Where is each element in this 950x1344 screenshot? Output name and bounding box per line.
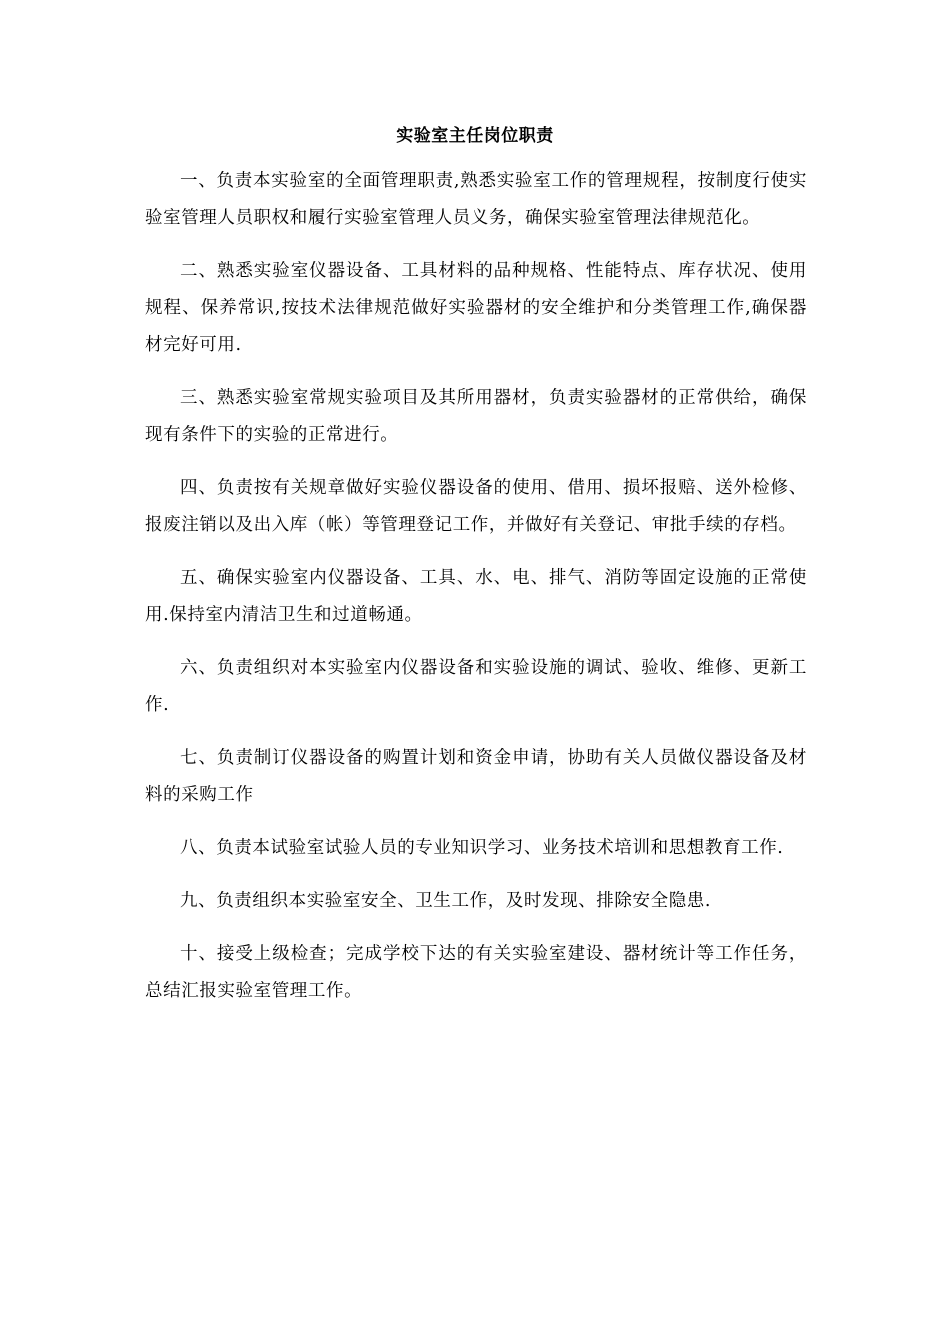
duty-paragraph-8: 八、负责本试验室试验人员的专业知识学习、业务技术培训和思想教育工作. xyxy=(180,838,784,858)
duty-paragraph-6: 六、负责组织对本实验室内仪器设备和实验设施的调试、验收、维修、更新工作. xyxy=(145,658,807,715)
duty-paragraph-5: 五、确保实验室内仪器设备、工具、水、电、排气、消防等固定设施的正常使用.保持室内清洁卫生和过道畅通。 xyxy=(145,568,807,625)
duty-paragraph-2: 二、熟悉实验室仪器设备、工具材料的品种规格、性能特点、库存状况、使用规程、保养常识,按技术法律规范做好实验器材的安全维护和分类管理工作,确保器材完好可用. xyxy=(145,261,807,355)
document-title: 实验室主任岗位职责 xyxy=(396,126,554,146)
duty-paragraph-3: 三、熟悉实验室常规实验项目及其所用器材，负责实验器材的正常供给，确保现有条件下的实验的正常进行。 xyxy=(145,388,807,445)
duty-paragraph-7: 七、负责制订仪器设备的购置计划和资金申请，协助有关人员做仪器设备及材料的采购工作 xyxy=(145,748,807,805)
duty-paragraph-9: 九、负责组织本实验室安全、卫生工作，及时发现、排除安全隐患. xyxy=(180,891,712,911)
duty-paragraph-4: 四、负责按有关规章做好实验仪器设备的使用、借用、损坏报赔、送外检修、报废注销以及出入库（帐）等管理登记工作，并做好有关登记、审批手续的存档。 xyxy=(145,478,807,535)
duty-paragraph-1: 一、负责本实验室的全面管理职责,熟悉实验室工作的管理规程，按制度行使实验室管理人员职权和履行实验室管理人员义务，确保实验室管理法律规范化。 xyxy=(145,171,807,228)
document-body xyxy=(145,163,807,1026)
duty-paragraph-10: 十、接受上级检查；完成学校下达的有关实验室建设、器材统计等工作任务，总结汇报实验室管理工作。 xyxy=(145,944,807,1001)
